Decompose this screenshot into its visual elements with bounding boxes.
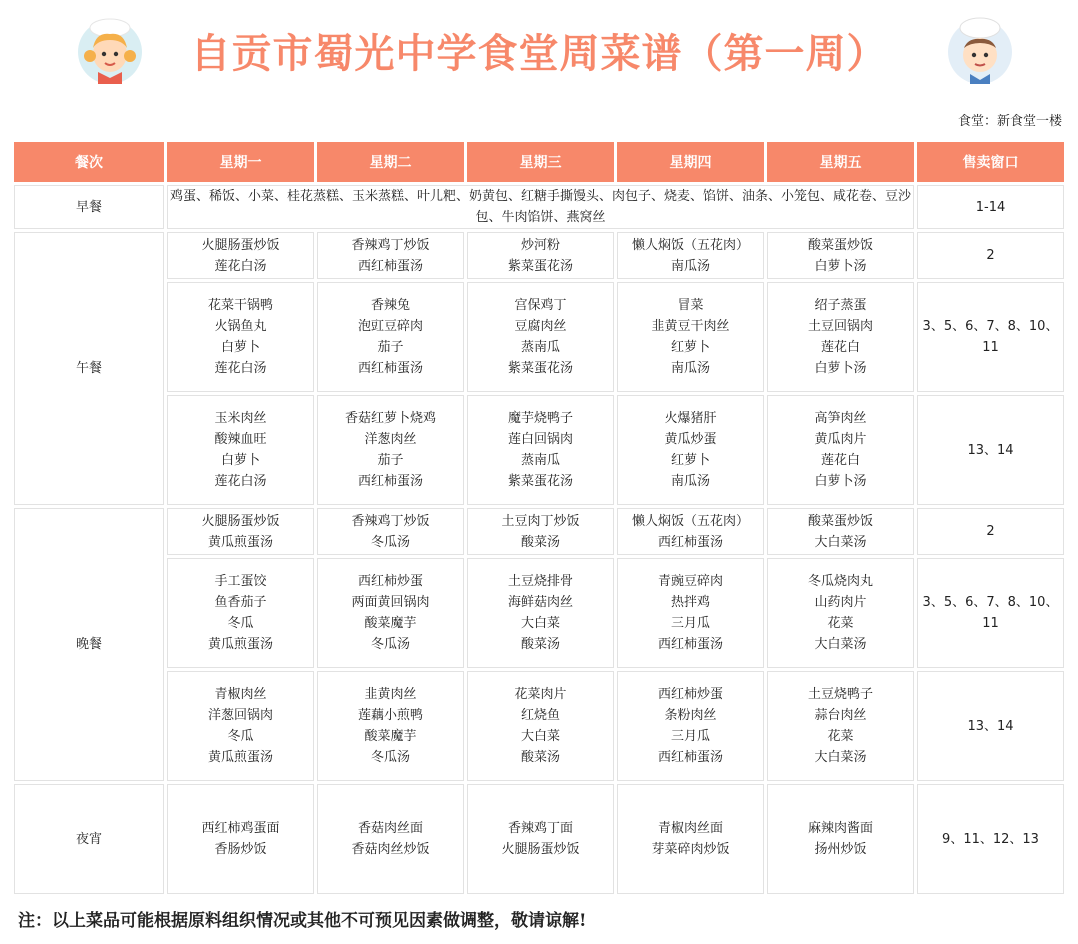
dish-item: 玉米肉丝 (214, 411, 267, 426)
dinner-row (14, 671, 1064, 781)
dish-cell (617, 784, 764, 894)
dish-item: 冬瓜烧肉丸 (807, 574, 873, 589)
dish-cell (617, 671, 764, 781)
dish-item: 火腿肠蛋炒饭 (501, 842, 580, 857)
dish-item: 莲花白汤 (214, 258, 267, 274)
dish-cell (767, 558, 914, 668)
dish-item: 黄瓜煎蛋汤 (207, 534, 273, 550)
meal-label: 夜宵 (14, 784, 164, 894)
lunch-row (14, 395, 1064, 505)
dish-item: 红萝卜 (670, 453, 710, 468)
dish-item: 宫保鸡丁 (514, 298, 567, 313)
dish-item: 白萝卜汤 (814, 258, 867, 274)
chef-boy-icon (944, 14, 1016, 86)
latenight-row (14, 784, 1064, 894)
dish-item: 火爆猪肝 (664, 411, 717, 426)
dish-cell (317, 395, 464, 505)
dish-item: 莲白回锅肉 (507, 432, 573, 447)
dish-item: 海鲜菇肉丝 (507, 595, 573, 610)
dish-item: 香辣兔 (370, 298, 410, 313)
dish-item: 花菜 (827, 616, 854, 631)
dish-item: 香辣鸡丁炒饭 (351, 513, 430, 529)
dish-item: 蒸南瓜 (520, 453, 560, 468)
dish-cell (617, 395, 764, 505)
dish-item: 香菇肉丝炒饭 (351, 842, 430, 857)
dish-item: 大白菜汤 (814, 637, 867, 652)
dish-item: 莲花白 (820, 340, 860, 355)
dish-item: 炒河粉 (520, 237, 560, 253)
dish-item: 西红柿蛋汤 (357, 361, 423, 376)
dish-item: 酸菜汤 (520, 534, 560, 550)
dish-item: 蒸南瓜 (520, 340, 560, 355)
dish-item: 黄瓜煎蛋汤 (207, 750, 273, 765)
dish-item: 热拌鸡 (670, 595, 710, 610)
dish-item: 西红柿蛋汤 (657, 534, 723, 550)
dish-cell (167, 282, 314, 392)
dish-item: 白萝卜 (220, 453, 260, 468)
dish-item: 扬州炒饭 (814, 842, 867, 857)
dish-item: 香辣鸡丁面 (507, 821, 573, 836)
dish-cell (167, 784, 314, 894)
weekly-menu-table (11, 139, 1067, 897)
dish-cell (317, 282, 464, 392)
page-title: 自贡市蜀光中学食堂周菜谱（第一周） (190, 31, 888, 77)
dish-item: 冬瓜 (227, 616, 254, 631)
dish-item: 懒人焖饭（五花肉） (631, 237, 749, 253)
dish-item: 花菜肉片 (514, 687, 567, 702)
dish-item: 大白菜 (520, 729, 560, 744)
dish-item: 土豆烧鸭子 (807, 687, 873, 702)
dish-item: 白萝卜 (220, 340, 260, 355)
dish-cell (467, 784, 614, 894)
dish-item: 酸菜汤 (520, 750, 560, 765)
dish-item: 三月瓜 (670, 729, 710, 744)
dish-item: 大白菜汤 (814, 534, 867, 550)
dish-item: 白萝卜汤 (814, 361, 867, 376)
dish-item: 花菜干锅鸭 (207, 298, 273, 313)
dish-item: 条粉肉丝 (664, 708, 717, 723)
dish-item: 莲花白汤 (214, 361, 267, 376)
dish-item: 懒人焖饭（五花肉） (631, 513, 749, 529)
dish-item: 茄子 (377, 453, 404, 468)
dish-cell (617, 232, 764, 279)
dish-cell (767, 784, 914, 894)
dish-item: 冬瓜 (227, 729, 254, 744)
header-meal: 餐次 (14, 142, 164, 182)
dish-cell (467, 508, 614, 555)
dish-item: 酸辣血旺 (214, 432, 267, 447)
dish-item: 两面黄回锅肉 (351, 595, 430, 610)
dish-cell (317, 508, 464, 555)
sale-window: 13、14 (917, 671, 1064, 781)
dish-item: 红萝卜 (670, 340, 710, 355)
meal-label: 早餐 (14, 185, 164, 229)
dish-cell (767, 232, 914, 279)
dish-item: 莲花白 (820, 453, 860, 468)
dish-item: 青豌豆碎肉 (657, 574, 723, 589)
meal-label: 午餐 (14, 232, 164, 505)
dish-item: 大白菜汤 (814, 750, 867, 765)
dish-item: 火锅鱼丸 (214, 319, 267, 334)
header-monday: 星期一 (167, 142, 314, 182)
dish-item: 西红柿炒蛋 (657, 687, 723, 702)
dish-item: 西红柿蛋汤 (657, 750, 723, 765)
dish-item: 魔芋烧鸭子 (507, 411, 573, 426)
dish-item: 紫菜蛋花汤 (507, 258, 573, 274)
dish-cell (467, 282, 614, 392)
dish-item: 南瓜汤 (670, 258, 710, 274)
breakfast-row (14, 185, 1064, 229)
dish-item: 火腿肠蛋炒饭 (201, 513, 280, 529)
dish-item: 白萝卜汤 (814, 474, 867, 489)
dish-cell (167, 232, 314, 279)
dish-item: 紫菜蛋花汤 (507, 474, 573, 489)
dish-item: 蒜台肉丝 (814, 708, 867, 723)
dish-item: 冒菜 (677, 298, 704, 313)
dish-item: 南瓜汤 (670, 474, 710, 489)
dish-item: 紫菜蛋花汤 (507, 361, 573, 376)
sale-window: 3、5、6、7、8、10、11 (917, 282, 1064, 392)
dish-item: 香菇红萝卜烧鸡 (344, 411, 436, 426)
dish-item: 土豆烧排骨 (507, 574, 573, 589)
dish-cell (167, 395, 314, 505)
dish-item: 大白菜 (520, 616, 560, 631)
dish-item: 三月瓜 (670, 616, 710, 631)
dish-item: 手工蛋饺 (214, 574, 267, 589)
dish-item: 西红柿蛋汤 (357, 258, 423, 274)
dinner-row (14, 558, 1064, 668)
canteen-location: 食堂：新食堂一楼 (957, 114, 1062, 129)
dish-item: 黄瓜煎蛋汤 (207, 637, 273, 652)
dish-item: 南瓜汤 (670, 361, 710, 376)
header-row (14, 142, 1064, 182)
sale-window: 3、5、6、7、8、10、11 (917, 558, 1064, 668)
sale-window: 1-14 (917, 185, 1064, 229)
breakfast-items: 鸡蛋、稀饭、小菜、桂花蒸糕、玉米蒸糕、叶儿粑、奶黄包、红糖手撕馒头、肉包子、烧麦、馅饼、油条、小笼包、咸花卷、豆沙包、牛肉馅饼、燕窝丝 (167, 185, 914, 229)
dish-cell (167, 508, 314, 555)
dish-cell (617, 282, 764, 392)
dinner-row (14, 508, 1064, 555)
dish-item: 高笋肉丝 (814, 411, 867, 426)
dish-item: 香菇肉丝面 (357, 821, 423, 836)
dish-item: 酸菜魔芋 (364, 729, 417, 744)
dish-cell (467, 232, 614, 279)
dish-item: 莲花白汤 (214, 474, 267, 489)
dish-item: 土豆肉丁炒饭 (501, 513, 580, 529)
dish-item: 莲藕小煎鸭 (357, 708, 423, 723)
dish-item: 山药肉片 (814, 595, 867, 610)
sale-window: 2 (917, 508, 1064, 555)
dish-cell (317, 232, 464, 279)
dish-item: 红烧鱼 (520, 708, 560, 723)
dish-cell (167, 671, 314, 781)
dish-cell (767, 508, 914, 555)
dish-cell (317, 671, 464, 781)
dish-item: 鱼香茄子 (214, 595, 267, 610)
dish-cell (467, 558, 614, 668)
dish-item: 青椒肉丝面 (657, 821, 723, 836)
dish-item: 黄瓜肉片 (814, 432, 867, 447)
dish-item: 韭黄豆干肉丝 (651, 319, 730, 334)
dish-item: 花菜 (827, 729, 854, 744)
page-header (0, 0, 1078, 100)
header-window: 售卖窗口 (917, 142, 1064, 182)
dish-item: 芽菜碎肉炒饭 (651, 842, 730, 857)
lunch-row (14, 282, 1064, 392)
dish-item: 香肠炒饭 (214, 842, 267, 857)
dish-item: 泡豇豆碎肉 (357, 319, 423, 334)
dish-item: 酸菜蛋炒饭 (807, 513, 873, 529)
footer-note: 注：以上菜品可能根据原料组织情况或其他不可预见因素做调整，敬请谅解! (18, 911, 587, 931)
dish-item: 洋葱肉丝 (364, 432, 417, 447)
dish-item: 土豆回锅肉 (807, 319, 873, 334)
dish-item: 火腿肠蛋炒饭 (201, 237, 280, 253)
dish-cell (767, 671, 914, 781)
chef-girl-icon (74, 14, 146, 86)
sale-window: 13、14 (917, 395, 1064, 505)
dish-item: 韭黄肉丝 (364, 687, 417, 702)
dish-item: 西红柿蛋汤 (657, 637, 723, 652)
dish-item: 冬瓜汤 (370, 637, 410, 652)
dish-cell (617, 558, 764, 668)
meal-label: 晚餐 (14, 508, 164, 781)
dish-cell (317, 784, 464, 894)
dish-item: 酸菜蛋炒饭 (807, 237, 873, 253)
dish-cell (617, 508, 764, 555)
dish-item: 豆腐肉丝 (514, 319, 567, 334)
lunch-row (14, 232, 1064, 279)
dish-cell (767, 282, 914, 392)
dish-item: 绍子蒸蛋 (814, 298, 867, 313)
sale-window: 2 (917, 232, 1064, 279)
header-thursday: 星期四 (617, 142, 764, 182)
dish-item: 西红柿鸡蛋面 (201, 821, 280, 836)
dish-cell (767, 395, 914, 505)
dish-item: 冬瓜汤 (370, 750, 410, 765)
dish-item: 西红柿炒蛋 (357, 574, 423, 589)
dish-item: 西红柿蛋汤 (357, 474, 423, 489)
dish-item: 香辣鸡丁炒饭 (351, 237, 430, 253)
dish-item: 黄瓜炒蛋 (664, 432, 717, 447)
dish-cell (467, 671, 614, 781)
dish-item: 洋葱回锅肉 (207, 708, 273, 723)
dish-item: 青椒肉丝 (214, 687, 267, 702)
dish-item: 酸菜汤 (520, 637, 560, 652)
dish-cell (317, 558, 464, 668)
header-wednesday: 星期三 (467, 142, 614, 182)
dish-item: 冬瓜汤 (370, 534, 410, 550)
dish-item: 酸菜魔芋 (364, 616, 417, 631)
sale-window: 9、11、12、13 (917, 784, 1064, 894)
header-friday: 星期五 (767, 142, 914, 182)
header-tuesday: 星期二 (317, 142, 464, 182)
dish-cell (167, 558, 314, 668)
dish-item: 麻辣肉酱面 (807, 821, 873, 836)
dish-cell (467, 395, 614, 505)
dish-item: 茄子 (377, 340, 404, 355)
